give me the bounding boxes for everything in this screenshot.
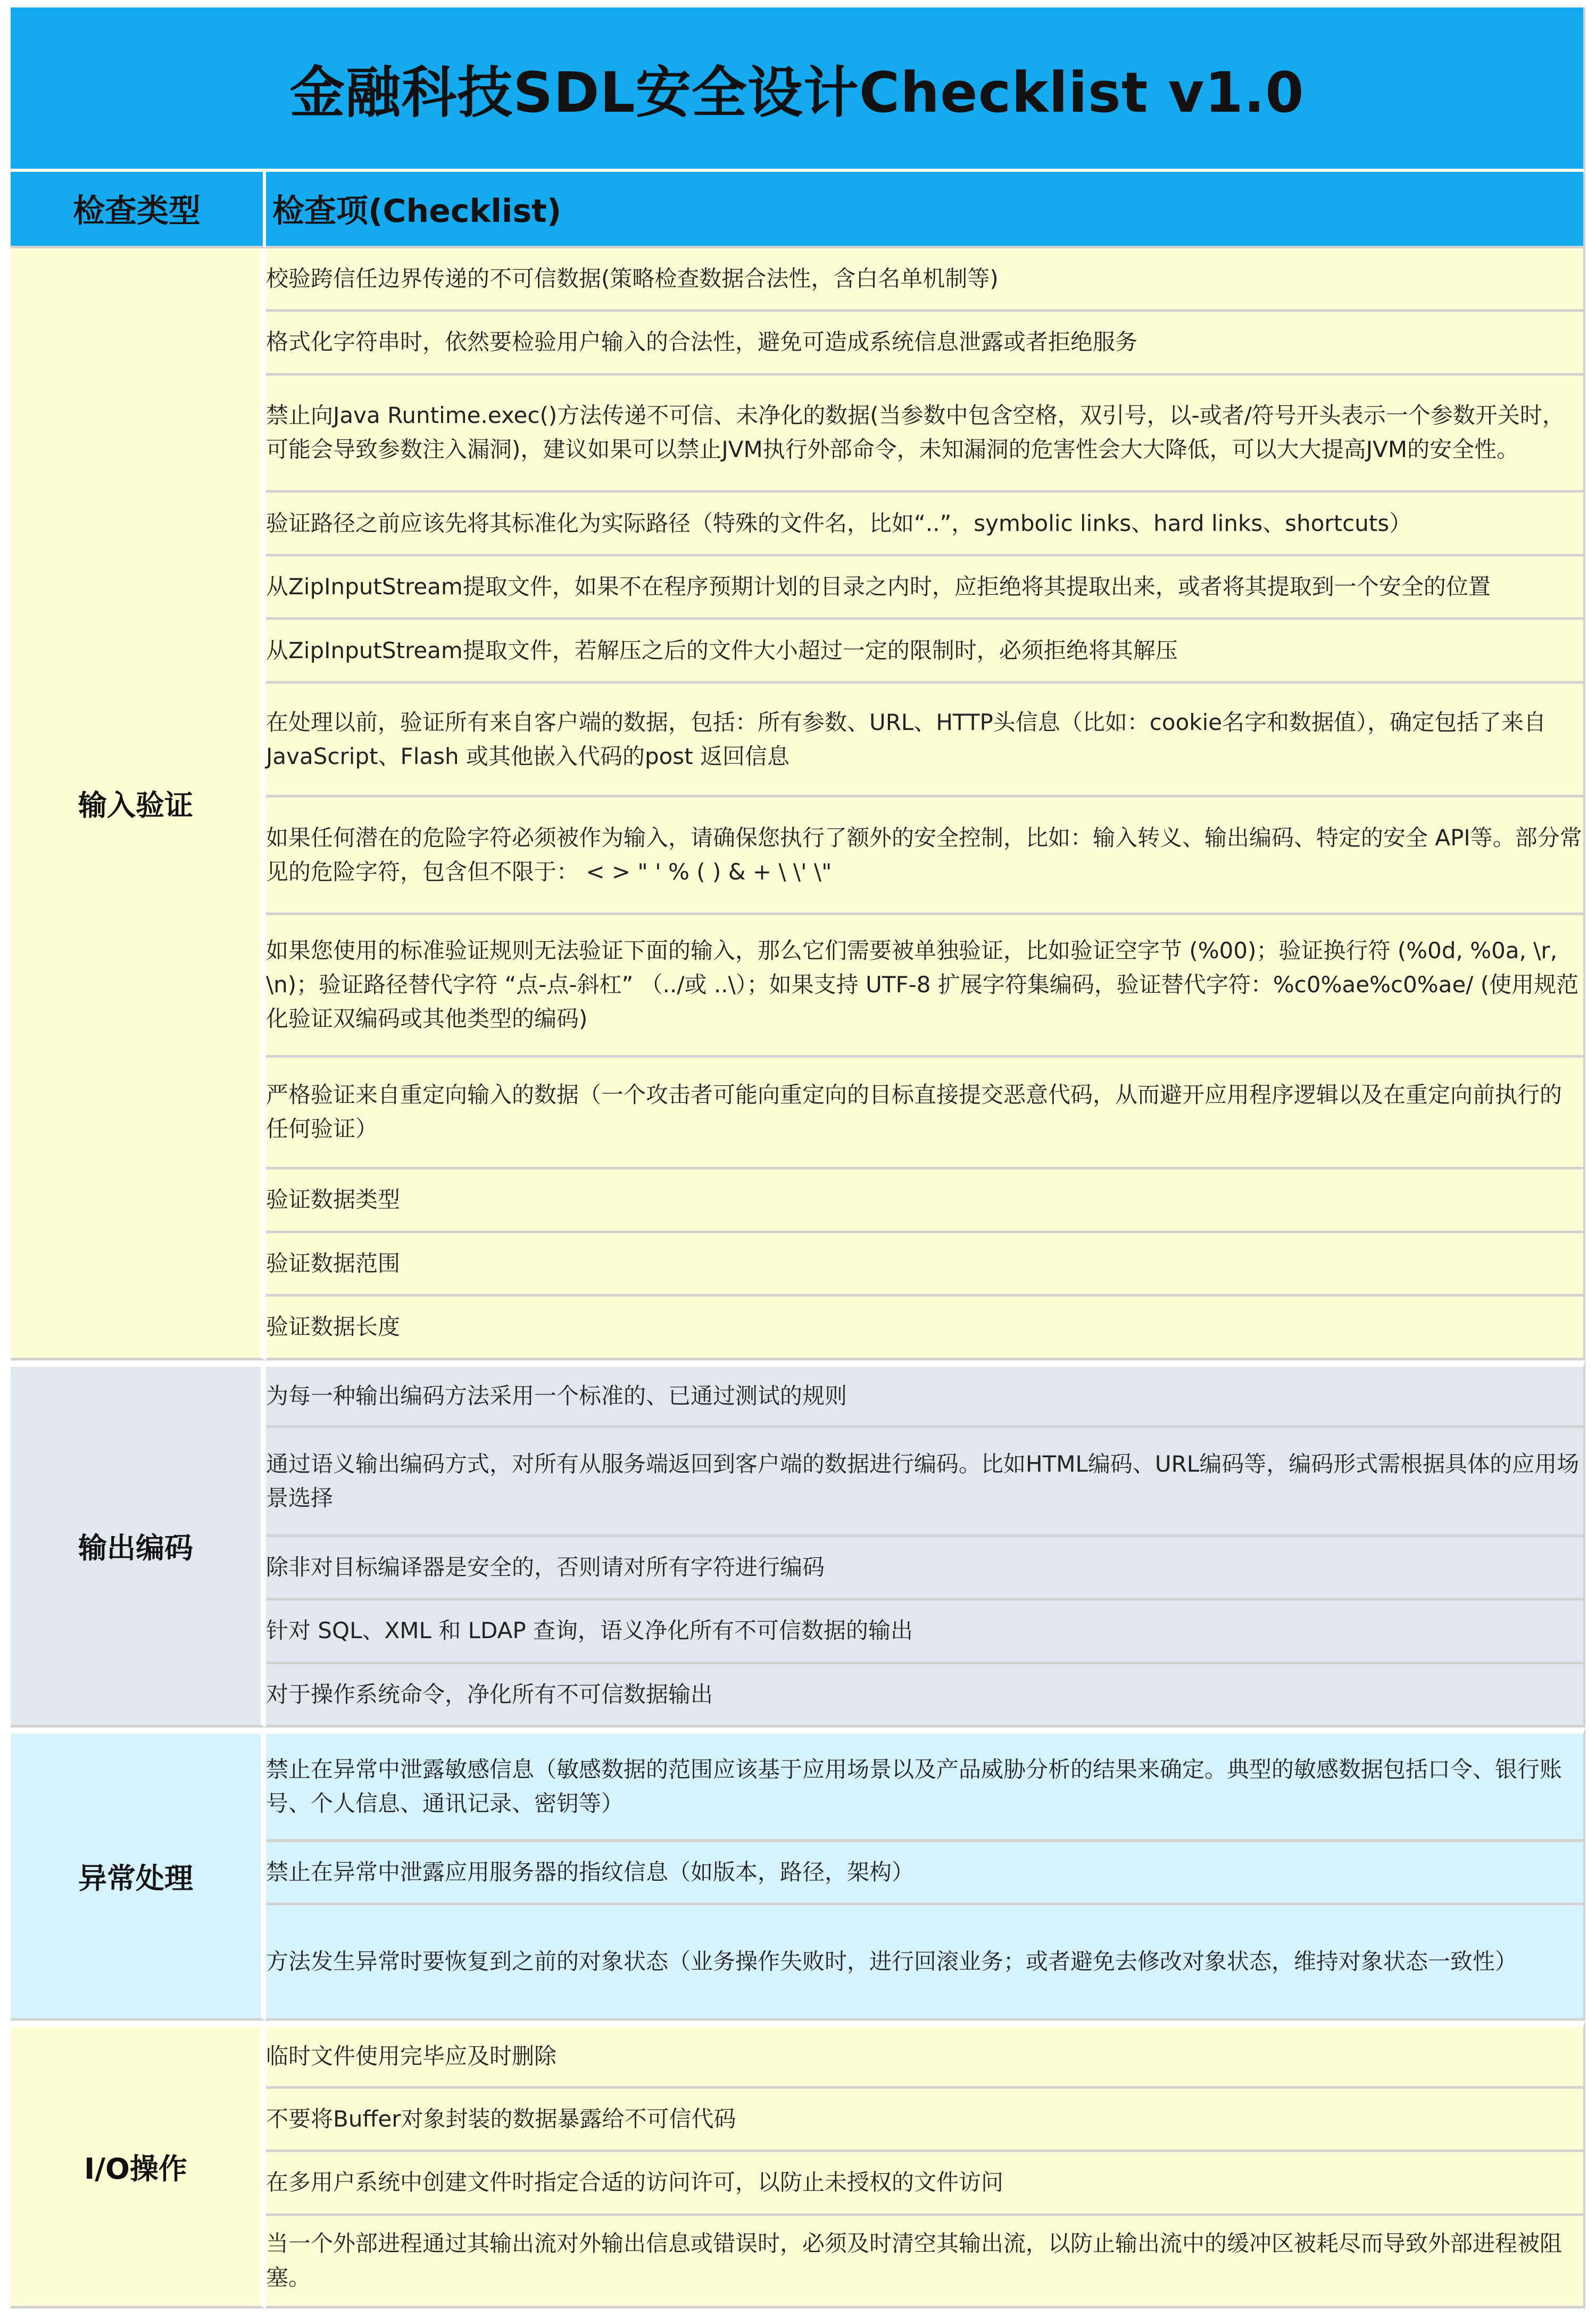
category-io-operations: I/O操作 (11, 2021, 266, 2309)
table-row (11, 248, 1585, 312)
table-row (11, 2021, 1585, 2089)
checklist-item: 校验跨信任边界传递的不可信数据(策略检查数据合法性，含白名单机制等) (266, 248, 1585, 312)
checklist-item: 方法发生异常时要恢复到之前的对象状态（业务操作失败时，进行回滚业务；或者避免去修改对象状态，维持对象状态一致性） (266, 1905, 1585, 2021)
checklist-item: 通过语义输出编码方式，对所有从服务端返回到客户端的数据进行编码。比如HTML编码、URL编码等，编码形式需根据具体的应用场景选择 (266, 1428, 1585, 1537)
checklist-item: 当一个外部进程通过其输出流对外输出信息或错误时，必须及时清空其输出流，以防止输出流中的缓冲区被耗尽而导致外部进程被阻塞。 (266, 2216, 1585, 2309)
checklist-item: 针对 SQL、XML 和 LDAP 查询，语义净化所有不可信数据的输出 (266, 1600, 1585, 1664)
checklist-item: 在处理以前，验证所有来自客户端的数据，包括：所有参数、URL、HTTP头信息（比如：cookie名字和数据值），确定包括了来自 JavaScript、Flash 或其他嵌入代码的post 返回信息 (266, 684, 1585, 798)
checklist-item: 验证数据长度 (266, 1297, 1585, 1360)
column-header-item: 检查项(Checklist) (266, 172, 1585, 248)
checklist-item: 如果任何潜在的危险字符必须被作为输入，请确保您执行了额外的安全控制，比如：输入转义、输出编码、特定的安全 API等。部分常见的危险字符，包含但不限于： < > " ' % ( ) & + \ \' \" (266, 798, 1585, 915)
checklist-item: 禁止向Java Runtime.exec()方法传递不可信、未净化的数据(当参数中包含空格，双引号，以-或者/符号开头表示一个参数开关时，可能会导致参数注入漏洞)，建议如果可以禁止JVM执行外部命令，未知漏洞的危害性会大大降低，可以大大提高JVM的安全性。 (266, 376, 1585, 493)
checklist-item: 验证数据类型 (266, 1169, 1585, 1233)
category-output-encoding: 输出编码 (11, 1360, 266, 1728)
checklist-item: 对于操作系统命令，净化所有不可信数据输出 (266, 1664, 1585, 1728)
checklist-item: 验证数据范围 (266, 1233, 1585, 1297)
checklist-item: 除非对目标编译器是安全的，否则请对所有字符进行编码 (266, 1537, 1585, 1600)
checklist-item: 临时文件使用完毕应及时删除 (266, 2021, 1585, 2089)
table-header (11, 172, 1585, 248)
checklist-item: 格式化字符串时，依然要检验用户输入的合法性，避免可造成系统信息泄露或者拒绝服务 (266, 312, 1585, 375)
category-input-validation: 输入验证 (11, 248, 266, 1360)
checklist-item: 为每一种输出编码方法采用一个标准的、已通过测试的规则 (266, 1360, 1585, 1429)
checklist-item: 不要将Buffer对象封装的数据暴露给不可信代码 (266, 2089, 1585, 2152)
category-exception-handling: 异常处理 (11, 1728, 266, 2021)
checklist-item: 禁止在异常中泄露应用服务器的指纹信息（如版本，路径，架构） (266, 1842, 1585, 1905)
checklist-item: 如果您使用的标准验证规则无法验证下面的输入，那么它们需要被单独验证，比如验证空字节 (%00)；验证换行符 (%0d, %0a, \r, \n)；验证路径替代字符 “点-点-斜杠” （../或 ..\）；如果支持 UTF-8 扩展字符集编码，验证替代字符：%c0%ae%c0%ae/ (使用规范化验证双编码或其他类型的编码) (266, 915, 1585, 1057)
checklist-item: 禁止在异常中泄露敏感信息（敏感数据的范围应该基于应用场景以及产品威胁分析的结果来确定。典型的敏感数据包括口令、银行账号、个人信息、通讯记录、密钥等） (266, 1728, 1585, 1842)
column-header-type: 检查类型 (11, 172, 266, 248)
checklist-item: 在多用户系统中创建文件时指定合适的访问许可，以防止未授权的文件访问 (266, 2152, 1585, 2215)
table-row (11, 1360, 1585, 1429)
checklist-item: 严格验证来自重定向输入的数据（一个攻击者可能向重定向的目标直接提交恶意代码，从而避开应用程序逻辑以及在重定向前执行的任何验证） (266, 1058, 1585, 1170)
page-title: 金融科技SDL安全设计Checklist v1.0 (11, 7, 1585, 172)
checklist-item: 从ZipInputStream提取文件，如果不在程序预期计划的目录之内时，应拒绝将其提取出来，或者将其提取到一个安全的位置 (266, 557, 1585, 620)
checklist-table (11, 7, 1585, 2309)
table-row (11, 1728, 1585, 1842)
checklist-item: 从ZipInputStream提取文件，若解压之后的文件大小超过一定的限制时，必须拒绝将其解压 (266, 620, 1585, 683)
checklist-item: 验证路径之前应该先将其标准化为实际路径（特殊的文件名，比如“..”，symbolic links、hard links、shortcuts） (266, 493, 1585, 556)
